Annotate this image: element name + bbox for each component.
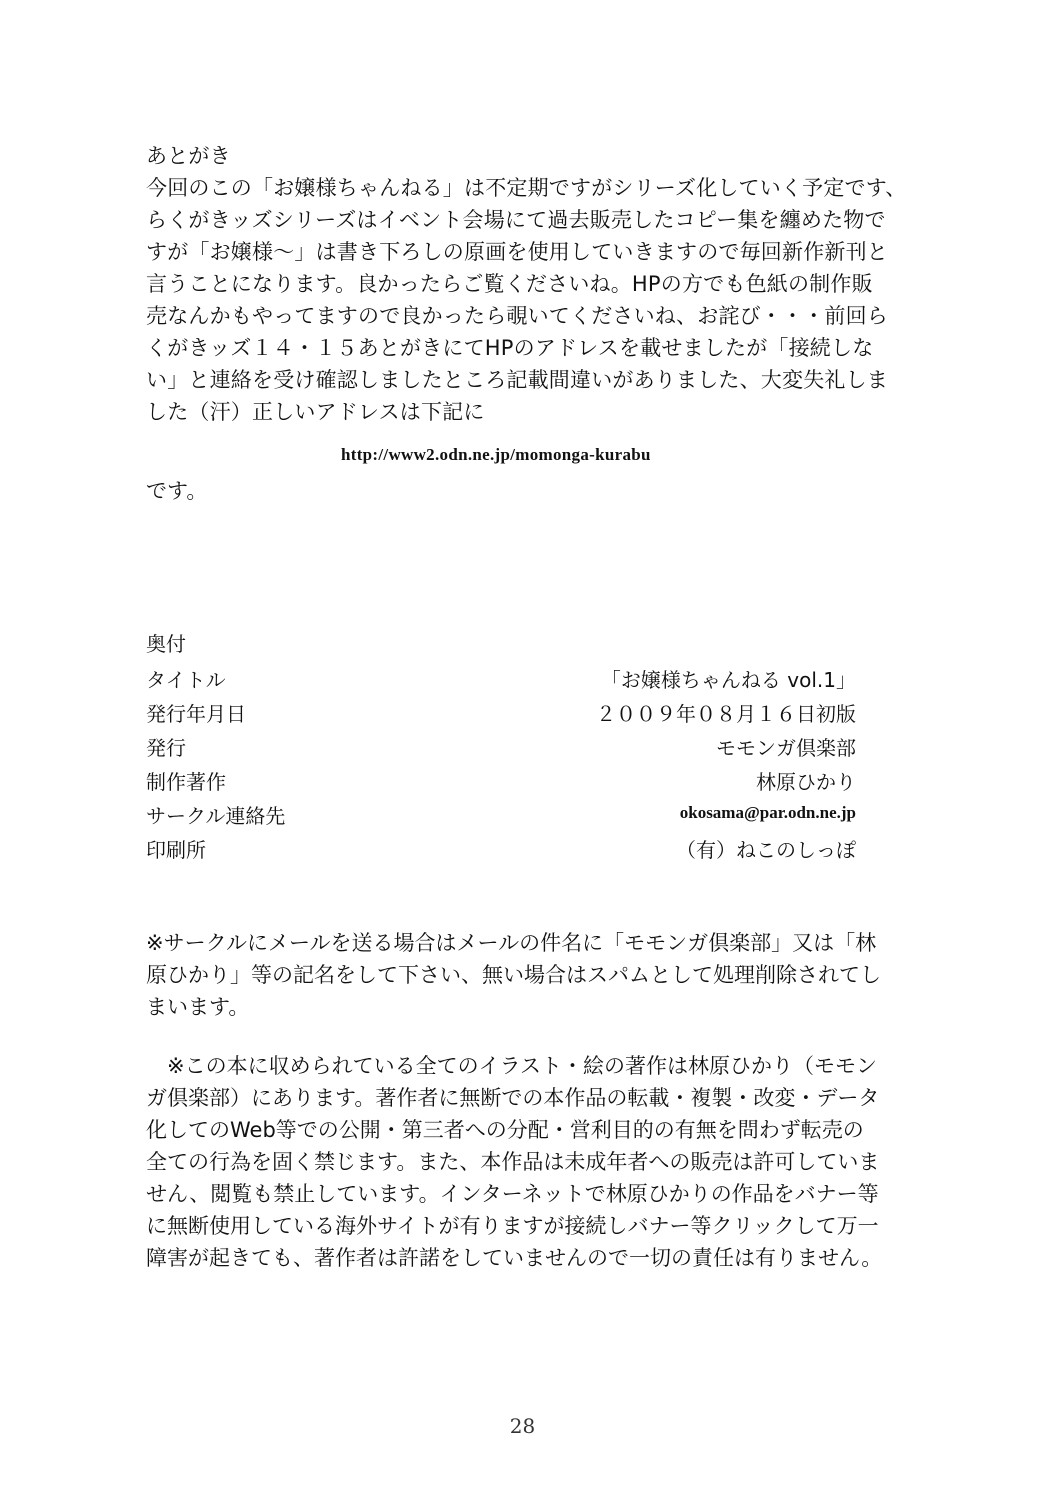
colophon-value: モモンガ倶楽部: [716, 736, 856, 760]
colophon-row-publisher: [146, 732, 856, 764]
email-notice: [146, 927, 926, 1023]
notice-line: ※サークルにメールを送る場合はメールの件名に「モモンガ倶楽部」又は「林: [146, 931, 877, 955]
page-number: 28: [509, 1414, 536, 1438]
afterword-closing: です。: [146, 479, 208, 503]
afterword-line: した（汗）正しいアドレスは下記に: [146, 400, 485, 424]
colophon-title: 奥付: [146, 632, 186, 656]
colophon-value: （有）ねこのしっぽ: [676, 838, 856, 862]
colophon-value: ２００９年０８月１６日初版: [596, 702, 856, 726]
colophon-row-author: [146, 766, 856, 798]
notice-line: 原ひかり」等の記名をして下さい、無い場合はスパムとして処理削除されてし: [146, 963, 881, 987]
notice-line: に無断使用している海外サイトが有りますが接続しバナー等クリックして万一: [146, 1214, 879, 1238]
afterword-section: [146, 140, 926, 428]
colophon-row-date: [146, 698, 856, 730]
notice-line: ※この本に収められている全てのイラスト・絵の著作は林原ひかり（モモン: [146, 1054, 877, 1078]
afterword-line: らくがきッズシリーズはイベント会場にて過去販売したコピー集を纏めた物で: [146, 208, 886, 232]
afterword-line: くがきッズ１４・１５あとがきにてHPのアドレスを載せましたが「接続しな: [146, 336, 874, 360]
notice-line: 全ての行為を固く禁じます。また、本作品は未成年者への販売は許可していま: [146, 1150, 880, 1174]
colophon-label: 発行: [146, 736, 186, 760]
notice-line: 化してのWeb等での公開・第三者への分配・営利目的の有無を問わず転売の: [146, 1118, 864, 1142]
afterword-line: すが「お嬢様～」は書き下ろしの原画を使用していきますので毎回新作新刊と: [146, 240, 888, 264]
colophon-value: 「お嬢様ちゃんねる vol.1」: [600, 668, 856, 692]
colophon-row-title: [146, 664, 856, 696]
afterword-line: い」と連絡を受け確認しましたところ記載間違いがありました、大変失礼しま: [146, 368, 888, 392]
notice-line: ガ倶楽部）にあります。著作者に無断での本作品の転載・複製・改変・データ: [146, 1086, 880, 1110]
copyright-notice: [146, 1050, 926, 1274]
afterword-line: 言うことになります。良かったらご覧くださいね。HPの方でも色紙の制作販: [146, 272, 873, 296]
colophon-value: 林原ひかり: [756, 770, 856, 794]
colophon-label: 制作著作: [146, 770, 226, 794]
notice-line: 障害が起きても、著作者は許諾をしていませんので一切の責任は有りません。: [146, 1246, 883, 1270]
colophon-row-contact: [146, 800, 856, 832]
colophon-label: 印刷所: [146, 838, 206, 862]
colophon-label: タイトル: [146, 668, 226, 692]
afterword-heading: あとがき: [146, 144, 231, 168]
colophon-label: 発行年月日: [146, 702, 246, 726]
homepage-url: http://www2.odn.ne.jp/momonga-kurabu: [341, 445, 651, 464]
contact-email: okosama@par.odn.ne.jp: [679, 803, 856, 822]
colophon-row-printer: [146, 834, 856, 866]
notice-line: せん、閲覧も禁止しています。インターネットで林原ひかりの作品をバナー等: [146, 1182, 879, 1206]
colophon-label: サークル連絡先: [146, 804, 286, 828]
notice-line: まいます。: [146, 995, 250, 1019]
afterword-line: 売なんかもやってますので良かったら覗いてくださいね、お詫び・・・前回ら: [146, 304, 888, 328]
afterword-line: 今回のこの「お嬢様ちゃんねる」は不定期ですがシリーズ化していく予定です、: [146, 176, 907, 200]
